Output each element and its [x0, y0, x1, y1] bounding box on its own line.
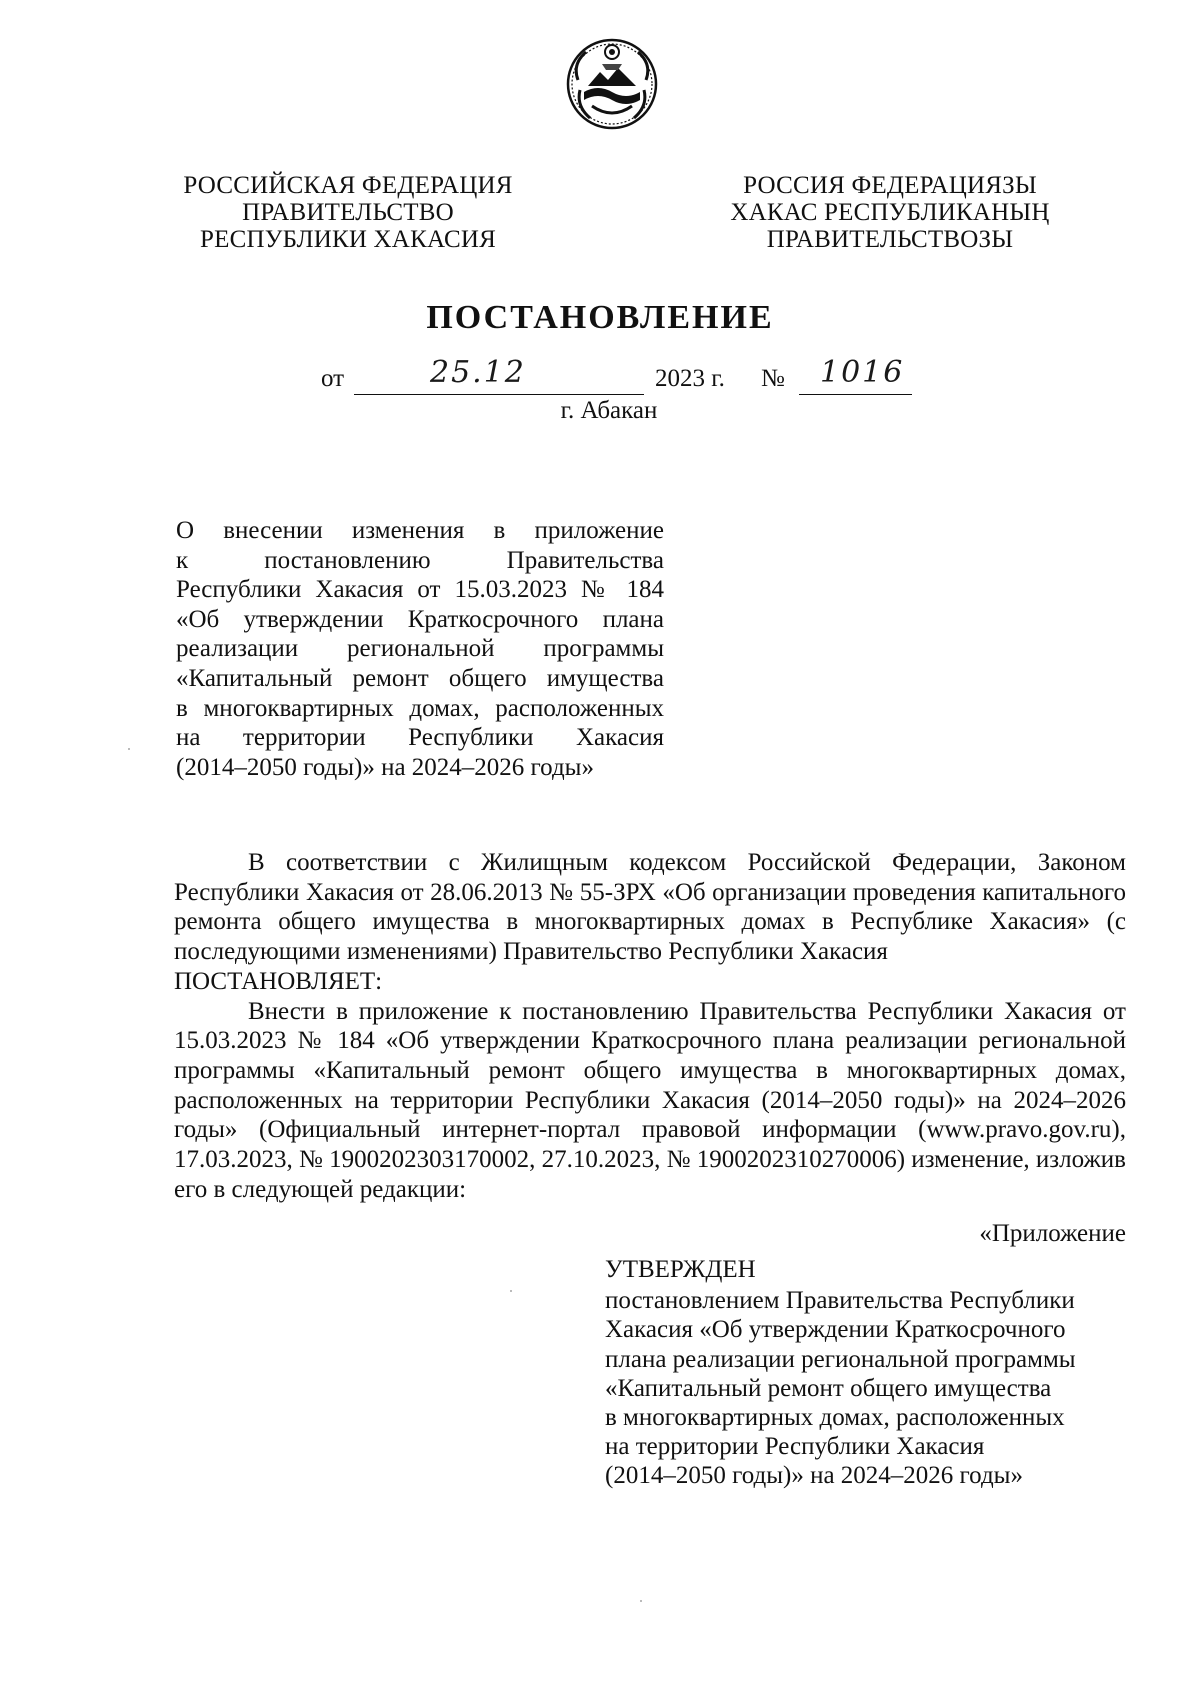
header-left-line-1: РОССИЙСКАЯ ФЕДЕРАЦИЯ [183, 172, 513, 199]
title-line-6: «Капитальный ремонт общего имущества [176, 664, 664, 692]
header-right-line-2: ХАКАС РЕСПУБЛИКАНЫҢ [730, 199, 1050, 226]
title-line-7: в многоквартирных домах, расположенных [176, 694, 664, 722]
header-right-line-1: РОССИЯ ФЕДЕРАЦИЯЗЫ [743, 172, 1037, 199]
approved-line-3: плана реализации региональной программы [605, 1345, 1076, 1373]
header-left-line-2: ПРАВИТЕЛЬСТВО [242, 199, 454, 226]
title-line-2: к постановлению Правительства [176, 546, 664, 574]
title-line-4: «Об утверждении Краткосрочного плана [176, 605, 664, 633]
approved-line-6: на территории Республики Хакасия [605, 1433, 985, 1461]
title-line-1: О внесении изменения в приложение [176, 517, 664, 544]
approved-line-5: в многоквартирных домах, расположенных [605, 1404, 1065, 1432]
title-line-8: на территории Республики Хакасия [176, 724, 664, 752]
header-right-line-3: ПРАВИТЕЛЬСТВОЗЫ [766, 226, 1014, 253]
header-left-line-3: РЕСПУБЛИКИ ХАКАСИЯ [200, 226, 496, 253]
title-line-9: (2014–2050 годы)» на 2024–2026 годы» [176, 753, 594, 781]
resolution-title [176, 516, 664, 782]
date-number-row [0, 355, 1200, 398]
handwritten-date: 25.12 [430, 355, 526, 390]
number-sign: № [761, 365, 785, 392]
appendix-label: «Приложение [979, 1220, 1126, 1247]
scan-speck [510, 1290, 512, 1292]
resolves-label: ПОСТАНОВЛЯЕТ: [174, 967, 383, 995]
header-left-ru [176, 172, 520, 253]
coat-of-arms-icon [564, 34, 660, 130]
document-type: ПОСТАНОВЛЕНИЕ [426, 299, 774, 336]
scan-speck [640, 1600, 642, 1602]
body-paragraph-1: В соответствии с Жилищным кодексом Российской Федерации, Законом Республики Хакасия от 28.06.2013 № 55-ЗРХ «Об организации проведения капитального ремонта общего имущества в многоквартирных домах в Республике Хакасия» (с последующими изменениями) Правительство Республики Хакасия [174, 849, 1126, 966]
body-paragraph-2: Внести в приложение к постановлению Правительства Республики Хакасия от 15.03.2023 № 184 «Об утверждении Краткосрочного плана реализации региональной программы «Капитальный ремонт общего имущества в многоквартирных домах, расположенных на территории Республики Хакасия (2014–2050 годы)» на 2024–2026 годы» (Официальный интернет-портал правовой информации (www.pravo.gov.ru), 17.03.2023, № 1900202303170002, 27.10.2023, № 1900202310270006) изменение, изложив его в следующей редакции: [174, 997, 1126, 1203]
approved-line-7: (2014–2050 годы)» на 2024–2026 годы» [605, 1462, 1023, 1490]
approved-block [605, 1255, 1125, 1491]
year-label: 2023 г. [655, 365, 725, 392]
from-label: от [321, 365, 345, 392]
approved-line-1: постановлением Правительства Республики [605, 1287, 1075, 1315]
title-line-3: Республики Хакасия от 15.03.2023 № 184 [176, 576, 664, 604]
approved-line-4: «Капитальный ремонт общего имущества [605, 1374, 1052, 1402]
title-line-5: реализации региональной программы [176, 635, 664, 663]
header-right-khakas [720, 172, 1060, 253]
resolution-body [174, 848, 1126, 1204]
city-label: г. Абакан [560, 397, 658, 424]
approved-title: УТВЕРЖДЕН [605, 1256, 756, 1283]
handwritten-number: 1016 [820, 355, 905, 390]
scan-speck [128, 748, 130, 750]
approved-line-2: Хакасия «Об утверждении Краткосрочного [605, 1316, 1066, 1344]
